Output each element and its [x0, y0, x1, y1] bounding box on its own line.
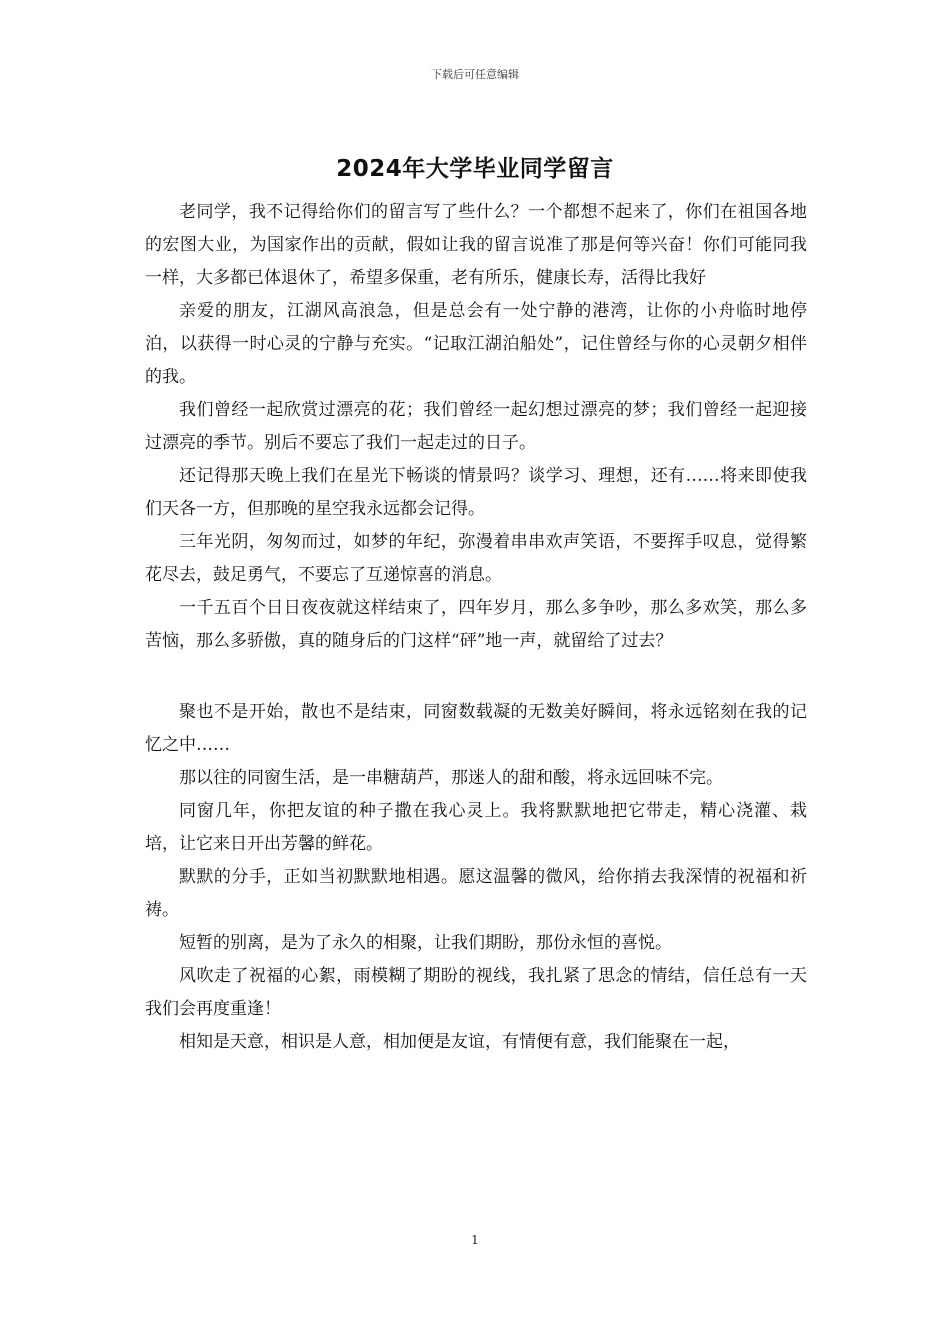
paragraph: 我们曾经一起欣赏过漂亮的花；我们曾经一起幻想过漂亮的梦；我们曾经一起迎接过漂亮的季节。别后不要忘了我们一起走过的日子。 — [145, 400, 807, 453]
paragraph: 聚也不是开始，散也不是结束，同窗数载凝的无数美好瞬间，将永远铭刻在我的记忆之中…… — [145, 702, 807, 755]
document-title: 2024年大学毕业同学留言 — [336, 156, 614, 182]
paragraph: 风吹走了祝福的心絮，雨模糊了期盼的视线，我扎紧了思念的情结，信任总有一天我们会再度重逢！ — [145, 966, 807, 1019]
paragraph: 亲爱的朋友，江湖风高浪急，但是总会有一处宁静的港湾，让你的小舟临时地停泊，以获得一时心灵的宁静与充实。“记取江湖泊船处”，记住曾经与你的心灵朝夕相伴的我。 — [145, 301, 807, 387]
paragraph: 一千五百个日日夜夜就这样结束了，四年岁月，那么多争吵，那么多欢笑，那么多苦恼，那么多骄傲，真的随身后的门这样“砰”地一声，就留给了过去？ — [145, 598, 807, 651]
document-body — [145, 196, 807, 1059]
paragraph: 老同学，我不记得给你们的留言写了些什么？一个都想不起来了，你们在祖国各地的宏图大业，为国家作出的贡献，假如让我的留言说准了那是何等兴奋！你们可能同我一样，大多都已体退休了，希望多保重，老有所乐，健康长寿，活得比我好 — [145, 202, 807, 288]
paragraph: 同窗几年，你把友谊的种子撒在我心灵上。我将默默地把它带走，精心浇灌、栽培，让它来日开出芳馨的鲜花。 — [145, 801, 807, 854]
paragraph: 还记得那天晚上我们在星光下畅谈的情景吗？谈学习、理想，还有……将来即使我们天各一方，但那晚的星空我永远都会记得。 — [145, 466, 807, 519]
paragraph: 短暂的别离，是为了永久的相聚，让我们期盼，那份永恒的喜悦。 — [179, 933, 672, 953]
page-number: 1 — [471, 1233, 479, 1247]
paragraph: 那以往的同窗生活，是一串糖葫芦，那迷人的甜和酸，将永远回味不完。 — [179, 768, 723, 788]
paragraph: 默默的分手，正如当初默默地相遇。愿这温馨的微风，给你捎去我深情的祝福和祈祷。 — [145, 867, 807, 920]
paragraph: 三年光阴，匆匆而过，如梦的年纪，弥漫着串串欢声笑语，不要挥手叹息，觉得繁花尽去，鼓足勇气，不要忘了互递惊喜的消息。 — [145, 532, 807, 585]
paragraph: 相知是天意，相识是人意，相加便是友谊，有情便有意，我们能聚在一起， — [179, 1032, 740, 1052]
page-header-note: 下载后可任意编辑 — [431, 68, 519, 81]
